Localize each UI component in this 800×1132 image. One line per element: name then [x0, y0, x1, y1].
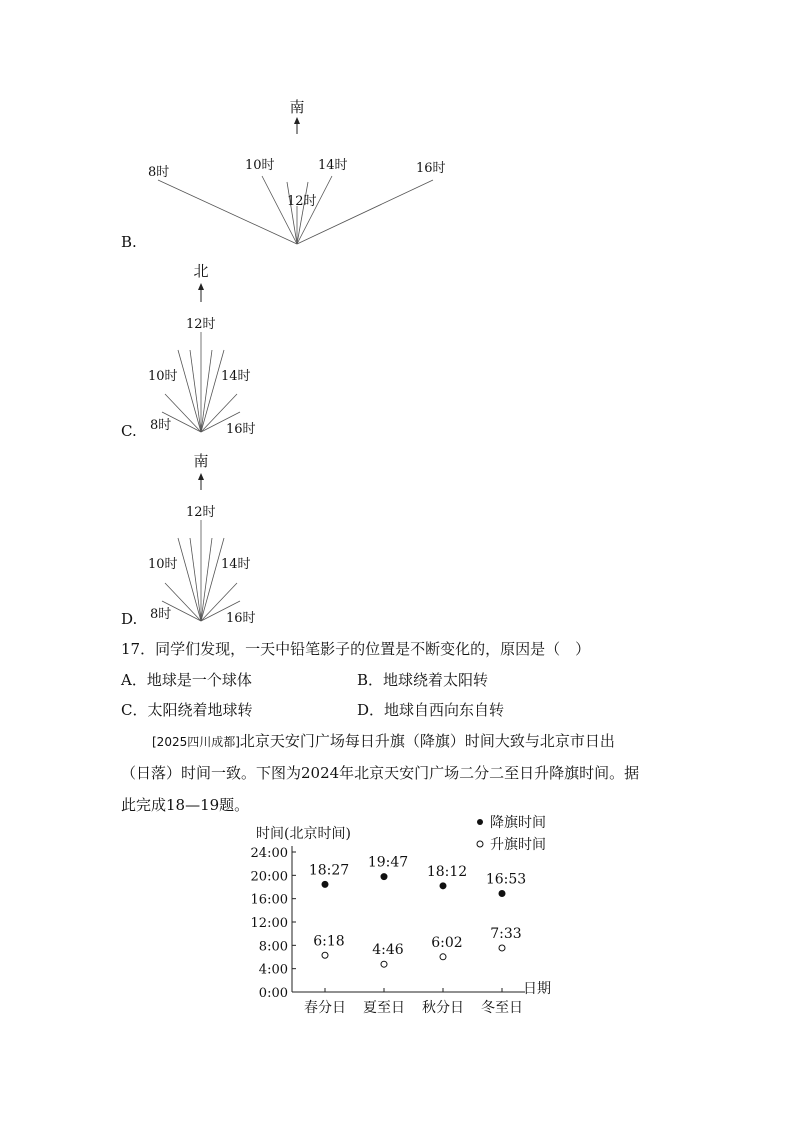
- chart-category-label: 夏至日: [363, 1000, 405, 1016]
- arrow-up-icon: [198, 473, 204, 480]
- question-17-option-a: A．地球是一个球体: [121, 671, 252, 689]
- material-line-1-text: 北京天安门广场每日升旗（降旗）时间大致与北京市日出: [239, 732, 615, 750]
- option-b-label: B.: [121, 233, 137, 251]
- lowering-time-label: 18:27: [308, 862, 350, 879]
- figure-d-shadow-13: [201, 538, 212, 621]
- arrow-up-icon: [198, 283, 204, 290]
- figure-c-direction-label: 北: [193, 262, 209, 280]
- figure-b-shadow-16: [297, 180, 433, 244]
- figure-d-time-8: 8时: [150, 607, 172, 622]
- figure-c-time-16: 16时: [226, 422, 256, 437]
- figure-c-time-14: 14时: [221, 369, 251, 384]
- figure-d-direction-label: 南: [193, 452, 209, 470]
- figure-d-shadow-11: [190, 538, 201, 621]
- chart-category-label: 冬至日: [481, 1000, 523, 1016]
- question-17-option-b: B．地球绕着太阳转: [357, 671, 489, 689]
- raising-time-label: 6:02: [431, 934, 463, 951]
- material-line-2: （日落）时间一致。下图为2024年北京天安门广场二分二至日升降旗时间。据: [121, 764, 640, 782]
- legend-lowering-label: 降旗时间: [490, 815, 546, 831]
- figure-b-time-16: 16时: [416, 161, 446, 176]
- figure-d-time-10: 10时: [148, 557, 178, 572]
- lowering-time-point: [322, 881, 328, 887]
- lowering-time-point: [440, 883, 446, 889]
- figure-d-time-16: 16时: [226, 611, 256, 626]
- raising-time-point: [440, 954, 446, 960]
- figure-b-direction-label: 南: [289, 98, 305, 116]
- legend-lowering-marker: [477, 819, 483, 825]
- raising-time-label: 7:33: [490, 925, 522, 942]
- legend-raising-marker: [477, 841, 483, 847]
- chart-y-tick-label: 24:00: [250, 846, 288, 861]
- raising-time-point: [499, 945, 505, 951]
- chart-x-axis-title: 日期: [523, 981, 551, 997]
- chart-y-ticks: [251, 846, 296, 1001]
- figure-c-shadow-11: [190, 350, 201, 432]
- chart-category-label: 春分日: [304, 1000, 346, 1016]
- figure-c-time-12: 12时: [186, 317, 216, 332]
- figure-b-shadow-diagram: [130, 90, 460, 255]
- material-source: [2025四川成都]: [152, 735, 240, 749]
- figure-c-time-10: 10时: [148, 369, 178, 384]
- figure-c-time-8: 8时: [150, 418, 172, 433]
- chart-category-label: 秋分日: [422, 1000, 464, 1016]
- lowering-time-label: 19:47: [367, 854, 409, 871]
- chart-marks: [309, 855, 526, 968]
- raising-time-label: 4:46: [372, 942, 404, 959]
- figure-c-shadow-diagram: [140, 258, 270, 438]
- question-17-option-d: D．地球自西向东自转: [357, 701, 505, 719]
- chart-y-tick-label: 20:00: [250, 869, 288, 885]
- figure-d-time-14: 14时: [221, 557, 251, 572]
- chart-y-tick-label: 0:00: [258, 986, 288, 1001]
- figure-b-time-8: 8时: [148, 165, 170, 180]
- figure-d-shadow-diagram: [140, 446, 270, 626]
- figure-b-time-10: 10时: [245, 158, 275, 173]
- figure-b-shadow-14b: [297, 182, 308, 244]
- figure-d-time-12: 12时: [186, 505, 216, 520]
- material-line-3: 此完成18—19题。: [121, 796, 250, 814]
- chart-y-axis-title: 时间(北京时间): [256, 826, 351, 842]
- lowering-time-point: [381, 874, 387, 880]
- chart-y-tick-label: 4:00: [258, 962, 288, 978]
- raising-time-label: 6:18: [313, 933, 345, 950]
- lowering-time-label: 18:12: [426, 863, 468, 880]
- figure-c-shadow-13: [201, 350, 212, 432]
- figure-b-time-14: 14时: [318, 158, 348, 173]
- option-d-label: D.: [121, 610, 138, 628]
- arrow-up-icon: [294, 117, 300, 124]
- chart-y-tick-label: 12:00: [250, 916, 288, 931]
- raising-time-point: [381, 961, 387, 967]
- lowering-time-label: 16:53: [485, 871, 527, 888]
- option-c-label: C.: [121, 422, 137, 440]
- flag-time-chart: [240, 810, 570, 1020]
- lowering-time-point: [499, 891, 505, 897]
- figure-b-shadow-8: [158, 180, 297, 244]
- figure-b-time-12: 12时: [287, 194, 317, 209]
- raising-time-point: [322, 952, 328, 958]
- legend-raising-label: 升旗时间: [490, 837, 546, 853]
- question-17-stem: 17．同学们发现，一天中铅笔影子的位置是不断变化的，原因是（ ）: [121, 640, 591, 658]
- material-line-1: [152, 730, 615, 753]
- chart-y-tick-label: 16:00: [250, 892, 288, 908]
- chart-y-tick-label: 8:00: [258, 939, 288, 955]
- figure-b-shadow-14: [297, 176, 332, 244]
- question-17-option-c: C．太阳绕着地球转: [121, 701, 253, 719]
